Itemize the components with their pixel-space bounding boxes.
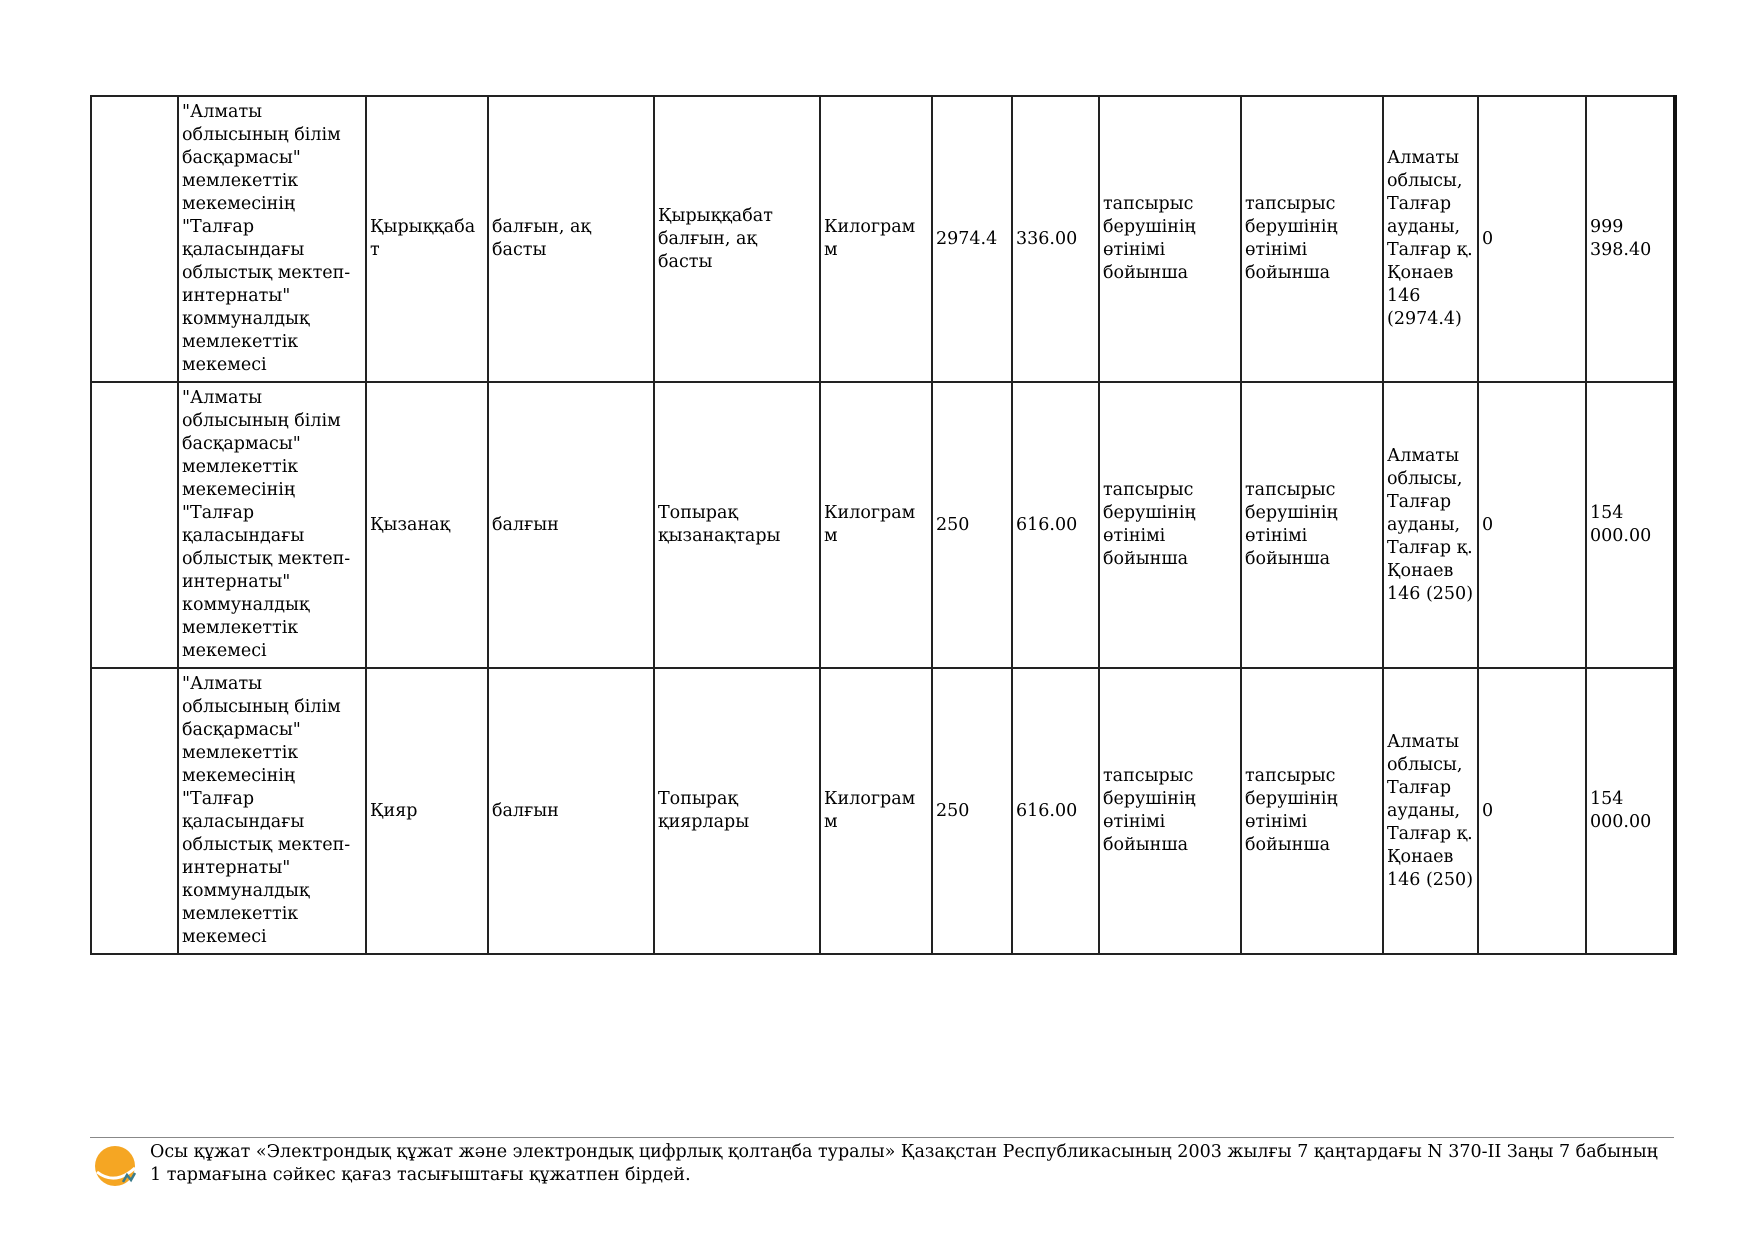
quantity-cell: 250 [932,382,1012,668]
full-description-cell: Топырақ қиярлары [654,668,820,954]
price-cell: 616.00 [1012,382,1099,668]
procurement-table [90,95,1677,955]
footer-legal-note: Осы құжат «Электрондық құжат және электрондық цифрлық қолтаңба туралы» Қазақстан Республикасының 2003 жылғы 7 қаңтардағы N 370-II Заңы 7 бабының 1 тармағына сәйкес қағаз тасығыштағы құжатпен бірдей. [150,1142,1658,1185]
total-cell: 154 000.00 [1586,382,1675,668]
egov-sun-logo-icon [93,1142,139,1188]
total-cell: 154 000.00 [1586,668,1675,954]
delivery-period-cell: тапсырыс берушінің өтінімі бойынша [1241,96,1383,382]
unit-cell: Килограмм [820,382,932,668]
delivery-period-cell: тапсырыс берушінің өтінімі бойынша [1241,668,1383,954]
advance-cell: 0 [1478,96,1586,382]
price-cell: 336.00 [1012,96,1099,382]
table-row [91,96,1675,382]
short-description-cell: балғын [488,668,654,954]
delivery-period-cell: тапсырыс берушінің өтінімі бойынша [1241,382,1383,668]
item-name-cell: Қияр [366,668,488,954]
item-name-cell: Қызанақ [366,382,488,668]
quantity-cell: 2974.4 [932,96,1012,382]
unit-cell: Килограмм [820,96,932,382]
table-row [91,382,1675,668]
delivery-place-cell: Алматы облысы, Талғар ауданы, Талғар қ. Қонаев 146 (2974.4) [1383,96,1478,382]
delivery-place-cell: Алматы облысы, Талғар ауданы, Талғар қ. Қонаев 146 (250) [1383,382,1478,668]
advance-cell: 0 [1478,668,1586,954]
item-name-cell: Қырыққабат [366,96,488,382]
row-number-cell [91,382,178,668]
price-cell: 616.00 [1012,668,1099,954]
total-cell: 999 398.40 [1586,96,1675,382]
customer-cell: "Алматы облысының білім басқармасы" мемлекеттік мекемесінің "Талғар қаласындағы облыстық мектеп-интернаты" коммуналдық мемлекеттік мекемесі [178,382,366,668]
row-number-cell [91,668,178,954]
row-number-cell [91,96,178,382]
advance-cell: 0 [1478,382,1586,668]
customer-cell: "Алматы облысының білім басқармасы" мемлекеттік мекемесінің "Талғар қаласындағы облыстық мектеп-интернаты" коммуналдық мемлекеттік мекемесі [178,96,366,382]
delivery-place-cell: Алматы облысы, Талғар ауданы, Талғар қ. Қонаев 146 (250) [1383,668,1478,954]
short-description-cell: балғын, ақ басты [488,96,654,382]
customer-cell: "Алматы облысының білім басқармасы" мемлекеттік мекемесінің "Талғар қаласындағы облыстық мектеп-интернаты" коммуналдық мемлекеттік мекемесі [178,668,366,954]
delivery-term-cell: тапсырыс берушінің өтінімі бойынша [1099,96,1241,382]
full-description-cell: Қырыққабат балғын, ақ басты [654,96,820,382]
delivery-term-cell: тапсырыс берушінің өтінімі бойынша [1099,668,1241,954]
delivery-term-cell: тапсырыс берушінің өтінімі бойынша [1099,382,1241,668]
short-description-cell: балғын [488,382,654,668]
table-row [91,668,1675,954]
full-description-cell: Топырақ қызанақтары [654,382,820,668]
quantity-cell: 250 [932,668,1012,954]
unit-cell: Килограмм [820,668,932,954]
footer-divider [90,1137,1674,1138]
